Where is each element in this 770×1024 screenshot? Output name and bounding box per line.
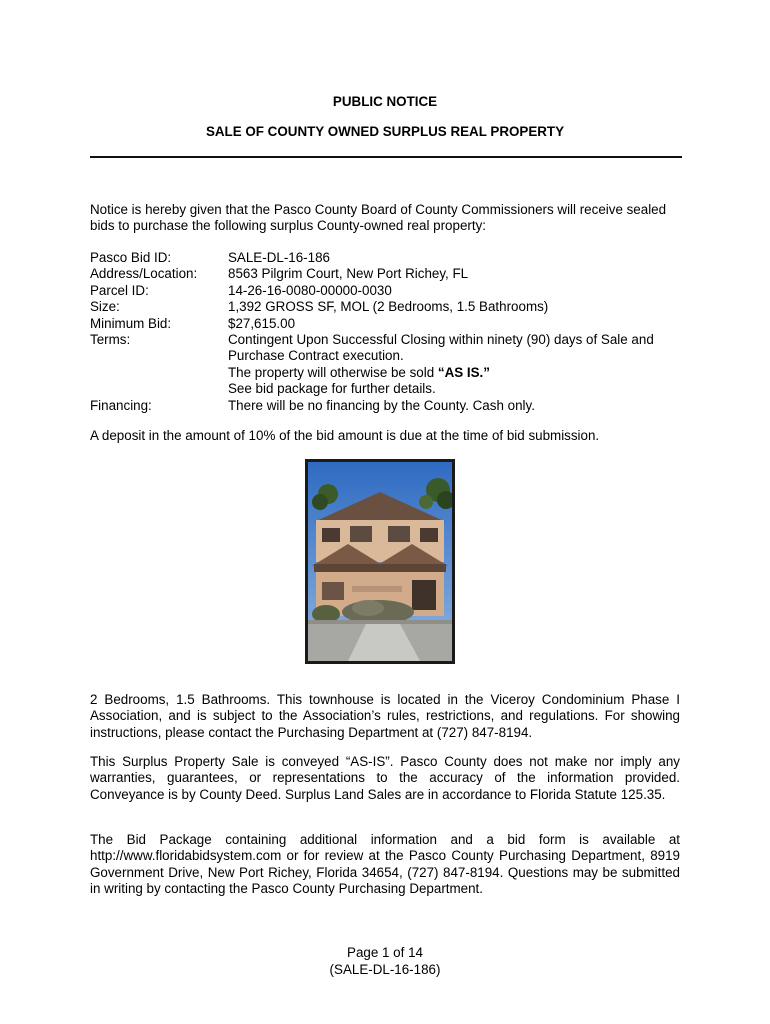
bid-id-value: SALE-DL-16-186 xyxy=(228,250,330,265)
terms-as-is-bold: “AS IS.” xyxy=(437,364,490,380)
notice-subtitle: SALE OF COUNTY OWNED SURPLUS REAL PROPERTY xyxy=(205,124,565,139)
terms-value xyxy=(228,332,680,398)
detail-row-address xyxy=(90,266,680,282)
townhouse-photo-image xyxy=(308,462,452,661)
min-bid-value: $27,615.00 xyxy=(228,315,296,331)
size-value: 1,392 GROSS SF, MOL (2 Bedrooms, 1.5 Bathrooms) xyxy=(228,299,549,315)
bid-id-label: Pasco Bid ID: xyxy=(90,250,172,265)
terms-line-4: See bid package for further details. xyxy=(228,381,436,397)
property-details-table xyxy=(90,250,680,414)
min-bid-label: Minimum Bid: xyxy=(90,315,172,331)
terms-line-3 xyxy=(228,365,680,381)
address-value: 8563 Pilgrim Court, New Port Richey, FL xyxy=(228,266,469,282)
property-photo xyxy=(305,459,455,664)
header-divider xyxy=(90,156,682,158)
bid-reference-footer: (SALE-DL-16-186) xyxy=(329,962,441,977)
terms-as-is-prefix: The property will otherwise be sold xyxy=(228,364,438,380)
description-paragraph: 2 Bedrooms, 1.5 Bathrooms. This townhouse is located in the Viceroy Condominium Phase I Association, and is subject to the Association’s rules, restrictions, and regulations. For showing instructions, please contact the Purchasing Department at (727) 847-8194. xyxy=(90,692,680,740)
financing-value: There will be no financing by the County. Cash only. xyxy=(228,397,535,413)
detail-row-parcel xyxy=(90,283,680,299)
address-label: Address/Location: xyxy=(90,266,198,282)
terms-line-1: Contingent Upon Successful Closing within ninety (90) days of Sale and xyxy=(228,332,654,348)
document-page xyxy=(90,0,680,1024)
page-number: Page 1 of 14 xyxy=(347,945,423,960)
as-is-paragraph: This Surplus Property Sale is conveyed “AS-IS”. Pasco County does not make nor imply any warranties, guarantees, or representations to the accuracy of the information provided. Conveyance is by County Deed. Surplus Land Sales are in accordance to Florida Statute 125.35. xyxy=(90,754,680,802)
parcel-label: Parcel ID: xyxy=(90,282,149,298)
financing-label: Financing: xyxy=(90,397,152,413)
detail-row-size xyxy=(90,299,680,315)
detail-row-financing xyxy=(90,398,680,414)
parcel-value: 14-26-16-0080-00000-0030 xyxy=(228,282,392,298)
intro-paragraph: Notice is hereby given that the Pasco County Board of County Commissioners will receive sealed bids to purchase the following surplus County-owned real property: xyxy=(90,202,667,234)
terms-label: Terms: xyxy=(90,332,131,348)
notice-title: PUBLIC NOTICE xyxy=(332,94,438,109)
detail-row-bid-id xyxy=(90,250,680,266)
size-label: Size: xyxy=(90,299,120,315)
detail-row-terms xyxy=(90,332,680,398)
terms-line-2: Purchase Contract execution. xyxy=(228,348,404,364)
bid-package-paragraph: The Bid Package containing additional information and a bid form is available at http://www.floridabidsystem.com or for review at the Pasco County Purchasing Department, 8919 Government Drive, New Port Richey, Florida 34654, (727) 847-8194. Questions may be submitted in writing by contacting the Pasco County Purchasing Department. xyxy=(90,832,680,897)
deposit-paragraph: A deposit in the amount of 10% of the bid amount is due at the time of bid submission. xyxy=(90,428,600,443)
detail-row-min-bid xyxy=(90,316,680,332)
